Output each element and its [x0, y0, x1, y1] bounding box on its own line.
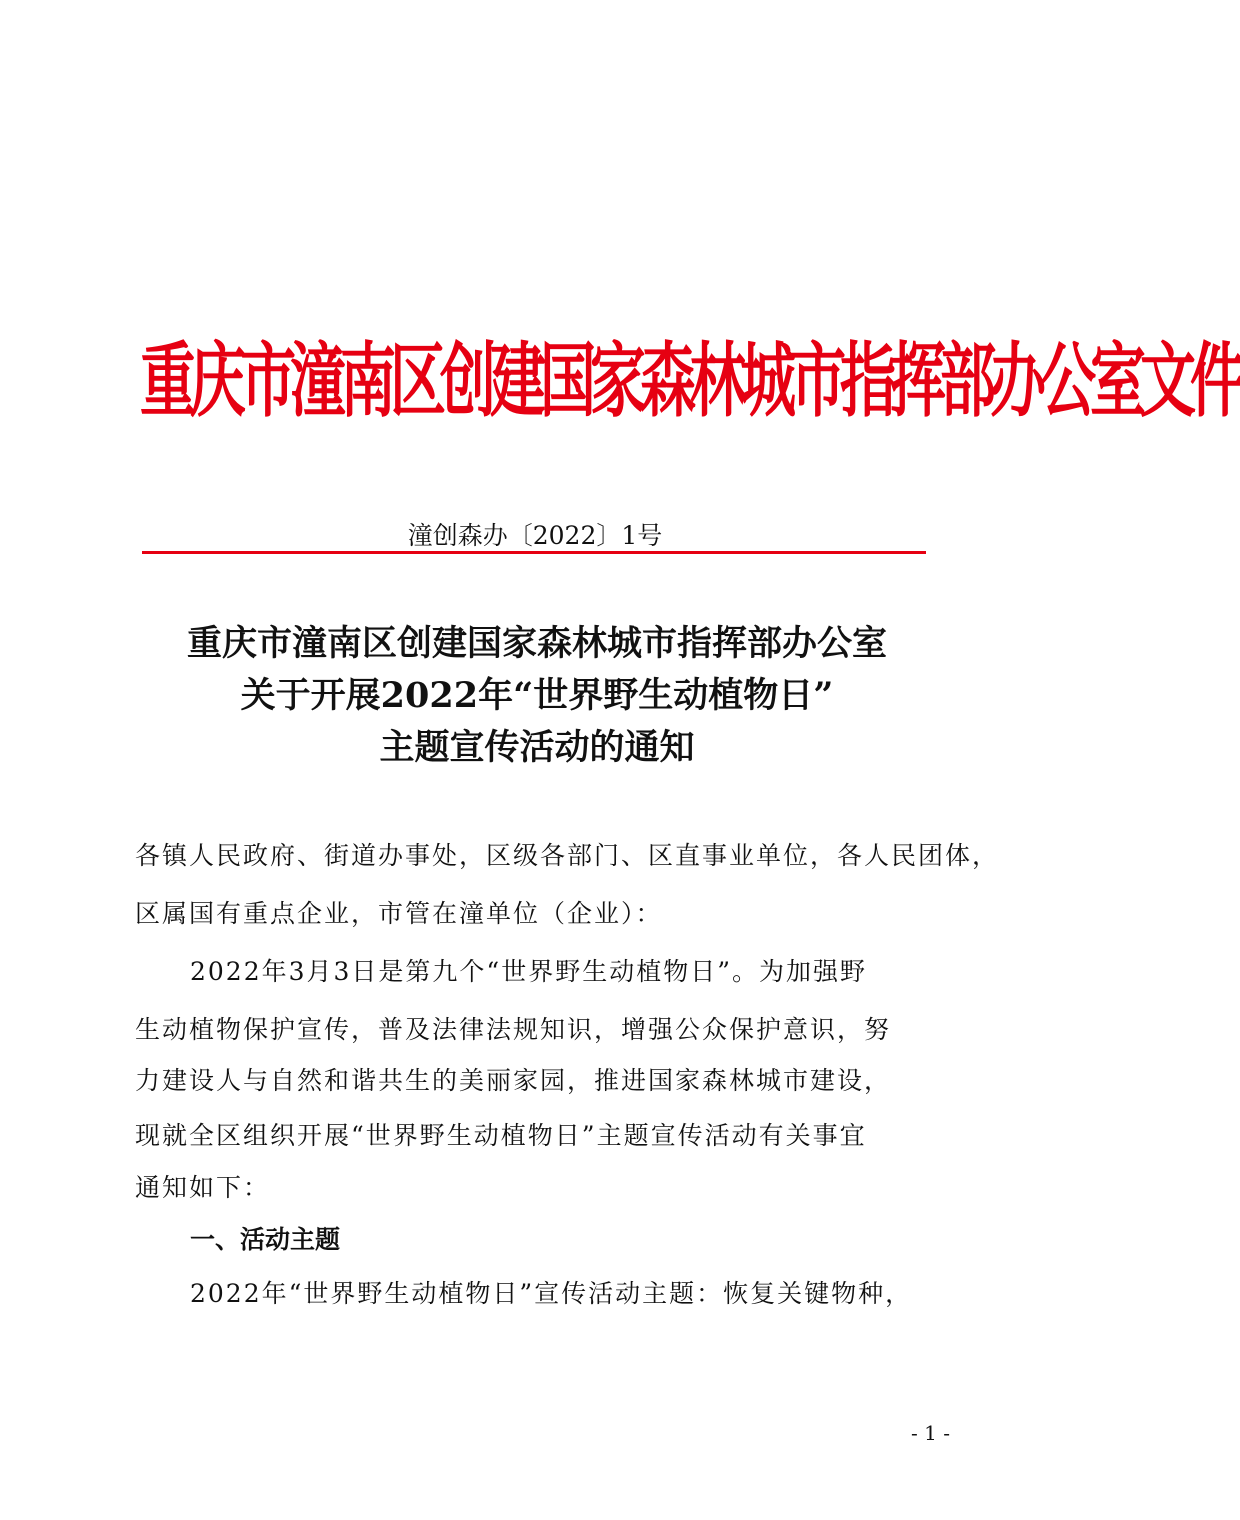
- title-line-3: 主题宣传活动的通知: [379, 727, 695, 768]
- section-1-heading: 一、活动主题: [190, 1225, 341, 1254]
- paragraph-1-line-4: 现就全区组织开展“世界野生动植物日”主题宣传活动有关事宜: [135, 1121, 867, 1150]
- notice-title: [130, 618, 944, 774]
- paragraph-1-line-5: 通知如下：: [135, 1173, 271, 1202]
- red-divider-line: [142, 551, 926, 554]
- paragraph-1-line-2: 生动植物保护宣传，普及法律法规知识，增强公众保护意识，努: [135, 1015, 892, 1044]
- paragraph-1-line-3: 力建设人与自然和谐共生的美丽家园，推进国家森林城市建设，: [135, 1066, 892, 1095]
- title-line-1: 重庆市潼南区创建国家森林城市指挥部办公室: [186, 623, 887, 664]
- recipients-line-2: 区属国有重点企业，市管在潼单位（企业）：: [135, 899, 663, 928]
- document-number: 潼创森办〔2022〕1号: [407, 521, 663, 550]
- masthead-title: 重庆市潼南区创建国家森林城市指挥部办公室文件: [140, 335, 1240, 430]
- title-line-2: 关于开展2022年“世界野生动植物日”: [240, 675, 834, 716]
- paragraph-1-line-1: 2022年3月3日是第九个“世界野生动植物日”。为加强野: [190, 957, 867, 986]
- section-1-line-1: 2022年“世界野生动植物日”宣传活动主题：恢复关键物种，: [190, 1279, 913, 1308]
- recipients-line-1: 各镇人民政府、街道办事处，区级各部门、区直事业单位，各人民团体，: [135, 841, 1000, 870]
- page-number: - 1 -: [911, 1421, 950, 1445]
